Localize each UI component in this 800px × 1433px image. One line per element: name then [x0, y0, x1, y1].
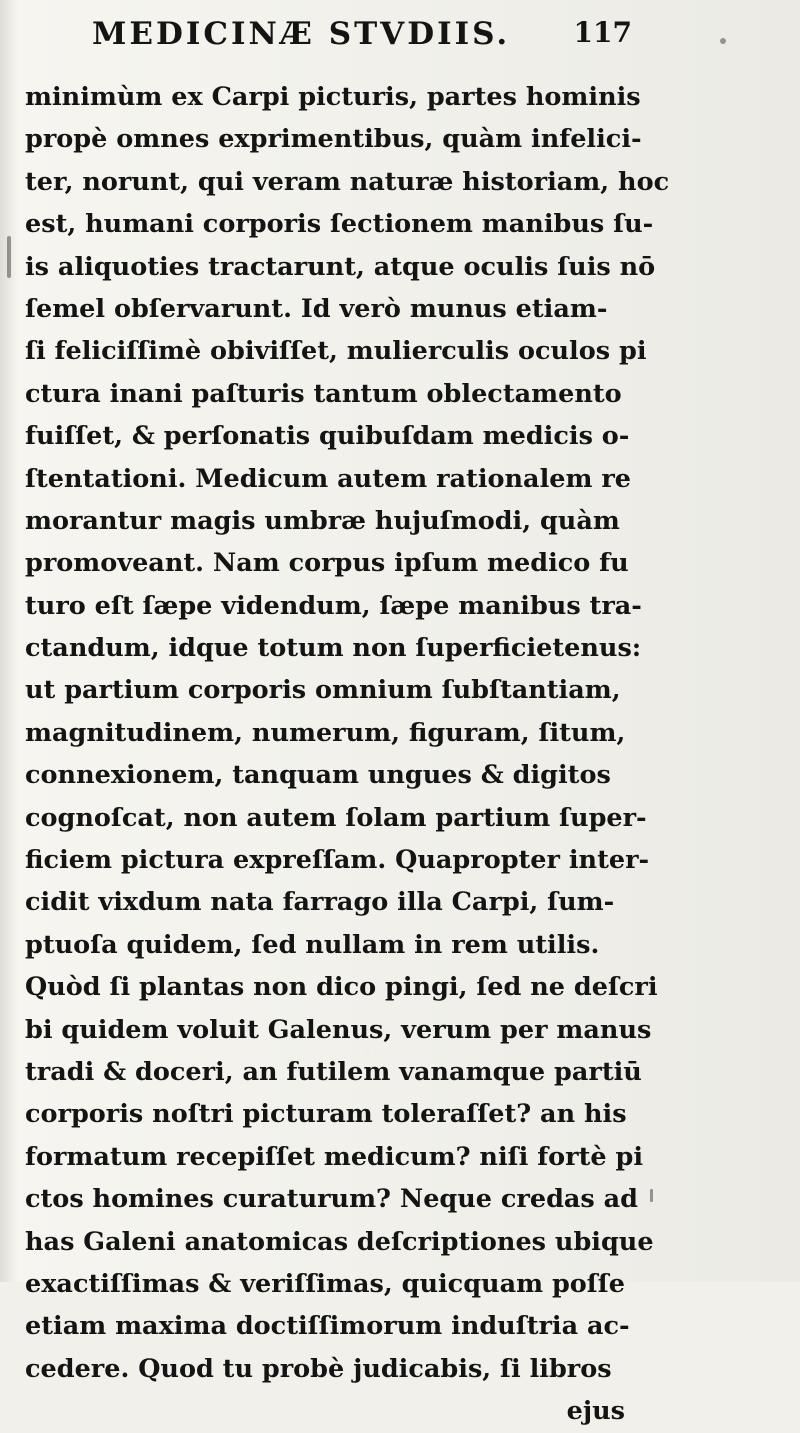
text-line: cognoſcat, non autem ſolam partium ſuper-: [25, 802, 647, 833]
body-text: [25, 76, 670, 1433]
text-line: minimùm ex Carpi picturis, partes hominis: [25, 82, 641, 112]
text-line: etiam maxima doctiſſimorum induſtria ac-: [25, 1311, 630, 1342]
text-line: est, humani corporis ſectionem manibus ſu-: [25, 209, 654, 240]
text-line: turo eſt ſæpe videndum, ſæpe manibus tra-: [25, 590, 642, 621]
catchword: ejus: [566, 1396, 625, 1427]
text-line: propè omnes exprimentibus, quàm infelici-: [25, 124, 642, 155]
text-line: connexionem, tanquam ungues & digitos: [25, 760, 611, 791]
text-line: corporis noſtri picturam toleraſſet? an his: [25, 1099, 627, 1130]
text-line: cedere. Quod tu probè judicabis, ſi libros: [25, 1353, 612, 1384]
page-number: 117: [573, 16, 632, 49]
text-line: has Galeni anatomicas deſcriptiones ubique: [25, 1226, 654, 1257]
text-line: bi quidem voluit Galenus, verum per manus: [25, 1014, 652, 1045]
text-line: exactiſſimas & veriſſimas, quicquam poſſe: [25, 1268, 625, 1299]
ink-speck: [720, 38, 726, 44]
text-line: fuiſſet, & perſonatis quibuſdam medicis o-: [25, 421, 630, 452]
running-head: [92, 16, 632, 58]
running-title: MEDICINÆ STVDIIS.: [92, 16, 511, 52]
text-line: ctos homines curaturum? Neque credas ad: [25, 1184, 639, 1215]
text-line: Quòd ſi plantas non dico pingi, ſed ne deſcri: [25, 972, 658, 1003]
text-line: ficiem pictura expreſſam. Quapropter inter-: [25, 845, 650, 876]
text-line: ſemel obſervarunt. Id verò munus etiam-: [25, 293, 608, 324]
text-line: is aliquoties tractarunt, atque oculis ſuis nō: [25, 251, 656, 282]
text-line: ctura inani paſturis tantum oblectamento: [25, 378, 622, 409]
text-line: ut partium corporis omnium ſubſtantiam,: [25, 675, 621, 706]
text-line: tradi & doceri, an futilem vanamque partiū: [25, 1056, 642, 1087]
text-line: ſtentationi. Medicum autem rationalem re: [25, 463, 632, 494]
text-line: formatum recepiſſet medicum? niſi fortè pi: [25, 1141, 644, 1172]
ink-mark: [650, 1189, 653, 1202]
text-line: morantur magis umbræ hujuſmodi, quàm: [25, 505, 620, 536]
text-line: ſi feliciſſimè obiviſſet, mulierculis oculos pi: [25, 336, 647, 367]
text-line: magnitudinem, numerum, figuram, ſitum,: [25, 717, 626, 748]
text-line: ctandum, idque totum non ſuperficietenus:: [25, 633, 642, 664]
text-line: ptuoſa quidem, ſed nullam in rem utilis.: [25, 929, 600, 960]
text-line: promoveant. Nam corpus ipſum medico fu: [25, 548, 629, 579]
text-line: ter, norunt, qui veram naturæ historiam, hoc: [25, 166, 670, 197]
text-line: cidit vixdum nata farrago illa Carpi, ſum-: [25, 887, 615, 918]
margin-stain: [7, 236, 11, 278]
